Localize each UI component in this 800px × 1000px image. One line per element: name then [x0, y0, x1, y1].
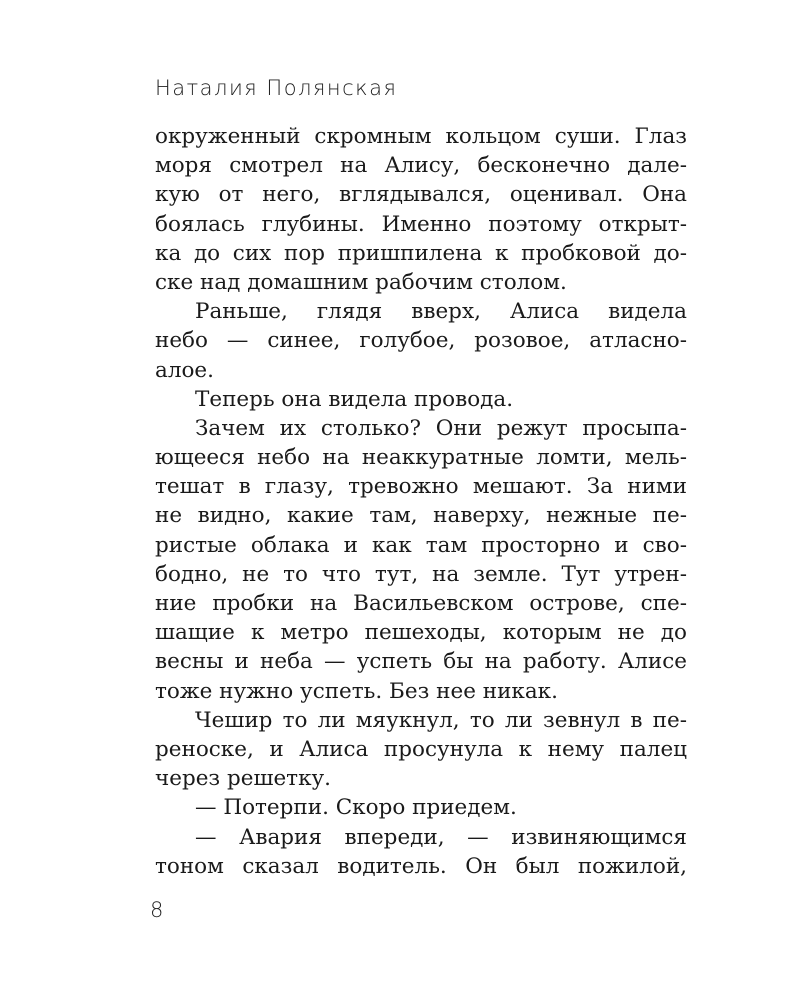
body-text	[155, 122, 687, 881]
text-line: Раньше, глядя вверх, Алиса видела	[195, 299, 687, 325]
text-line: ристые облака и как там просторно и сво-	[155, 532, 687, 558]
text-line: ске над домашним рабочим столом.	[155, 269, 567, 295]
text-line: реноске, и Алиса просунула к нему палец	[155, 736, 687, 762]
text-line: тешат в глазу, тревожно мешают. За ними	[155, 474, 687, 500]
text-line: бодно, не то что тут, на земле. Тут утрен-	[155, 561, 687, 587]
text-line: Теперь она видела провода.	[195, 386, 514, 412]
text-line: — Потерпи. Скоро приедем.	[195, 795, 517, 821]
text-line: боялась глубины. Именно поэтому открыт-	[155, 211, 687, 237]
running-head-author: Наталия Полянская	[155, 76, 398, 100]
text-line: небо — синее, голубое, розовое, атласно-	[155, 328, 687, 354]
text-line: моря смотрел на Алису, бесконечно дале-	[155, 153, 687, 179]
text-line: ние пробки на Васильевском острове, спе-	[155, 591, 687, 616]
text-line: алое.	[155, 357, 214, 383]
page-number: 8	[150, 898, 164, 922]
text-line: шащие к метро пешеходы, которым не до	[155, 620, 687, 646]
text-line: ка до сих пор пришпилена к пробковой до-	[155, 240, 687, 266]
text-line: тоном сказал водитель. Он был пожилой,	[155, 853, 687, 879]
text-line: Зачем их столько? Они режут просыпа-	[195, 415, 687, 441]
text-line: кую от него, вглядывался, оценивал. Она	[155, 182, 687, 208]
text-line: весны и неба — успеть бы на работу. Алисе	[155, 649, 687, 675]
text-line: через решетку.	[155, 766, 331, 792]
text-line: — Авария впереди, — извиняющимся	[195, 824, 687, 850]
text-line: тоже нужно успеть. Без нее никак.	[155, 678, 558, 704]
text-line: не видно, какие там, наверху, нежные пе-	[155, 503, 687, 529]
text-line: Чешир то ли мяукнул, то ли зевнул в пе-	[195, 707, 687, 733]
text-line: ющееся небо на неаккуратные ломти, мель-	[155, 445, 687, 471]
text-line: окруженный скромным кольцом суши. Глаз	[155, 124, 687, 149]
